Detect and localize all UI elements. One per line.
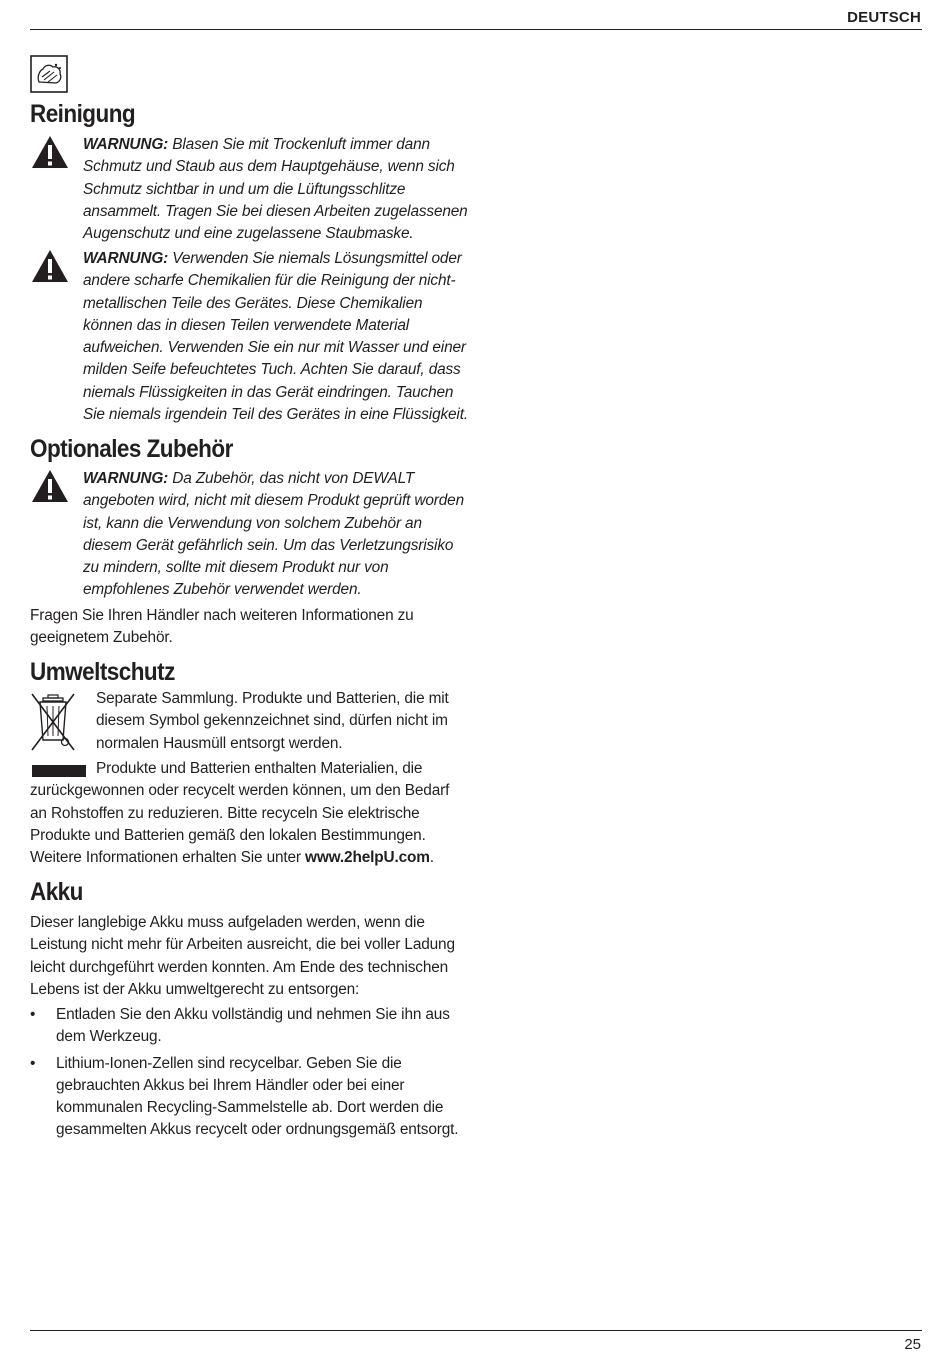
warning-text: [83, 248, 468, 426]
website-link[interactable]: www.2helpU.com: [305, 849, 430, 867]
warning-label: WARNUNG:: [83, 470, 169, 487]
warning-body: Da Zubehör, das nicht von DEWALT angeboten wird, nicht mit diesem Produkt geprüft worden ist, kann die Verwendung von solchem Zubehör an diesem Gerät gefährlich sein. Um das Verletzungsrisiko zu mindern, sollte mit diesem Produkt nur von empfohlenes Zubehör verwendet werden.: [83, 470, 465, 599]
list-item: [30, 1053, 475, 1142]
bullet-icon: •: [30, 1006, 36, 1023]
battery-intro-text: Dieser langlebige Akku muss aufgeladen werden, wenn die Leistung nicht mehr für Arbeiten ausreicht, die bei voller Ladung leicht durchgeführt werden konnten. Am Ende des technischen Lebens ist der Akku umweltgerecht zu entsorgen:: [30, 914, 455, 998]
warning-triangle-icon: [30, 134, 70, 170]
section-title-battery: Akku: [30, 878, 83, 906]
warning-block-cleaning-2: [30, 248, 470, 428]
bullet-icon: •: [30, 1054, 36, 1072]
list-item: [30, 1004, 475, 1049]
warning-triangle-icon: [30, 248, 70, 284]
warning-text: [83, 468, 468, 602]
warning-body: Verwenden Sie niemals Lösungsmittel oder andere scharfe Chemikalien für die Reinigung der nicht-metallischen Teile des Gerätes. Diese Chemikalien können das in diesen Teilen verwendete Material aufweichen. Verwenden Sie ein nur mit Wasser und einer milden Seife befeuchtetes Tuch. Achten Sie darauf, dass niemals Flüssigkeiten in das Gerät eindringen. Tauchen Sie niemals irgendein Teil des Gerätes in eine Flüssigkeit.: [83, 250, 468, 424]
list-item-text: Entladen Sie den Akku vollständig und nehmen Sie ihn aus dem Werkzeug.: [56, 1006, 450, 1046]
warning-text: [83, 134, 468, 245]
warning-block-cleaning-1: [30, 134, 470, 244]
list-item-text: Lithium-Ionen-Zellen sind recycelbar. Geben Sie die gebrauchten Akkus bei Ihrem Händler oder bei einer kommunalen Recycling-Sammelstelle ab. Dort werden die gesammelten Akkus recycelt oder ordnungsgemäß entsorgt.: [56, 1054, 459, 1139]
header-rule: [30, 29, 922, 30]
warning-label: WARNUNG:: [83, 250, 169, 267]
section-title-environment: Umweltschutz: [30, 658, 175, 686]
recycling-period: .: [429, 849, 434, 867]
cleaning-icon: [30, 55, 68, 93]
section-title-accessories: Optionales Zubehör: [30, 435, 233, 463]
section-title-cleaning: Reinigung: [30, 100, 136, 128]
separate-collection-text: Separate Sammlung. Produkte und Batterien, die mit diesem Symbol gekennzeichnet sind, dürfen nicht im normalen Hausmüll entsorgt werden.: [96, 690, 449, 752]
page-number: 25: [904, 1336, 921, 1353]
language-label: DEUTSCH: [847, 9, 921, 26]
footer-rule: [30, 1330, 922, 1331]
warning-triangle-icon: [30, 468, 70, 504]
recycling-text: [30, 758, 470, 869]
warning-body: Blasen Sie mit Trockenluft immer dann Schmutz und Staub aus dem Hauptgehäuse, wenn sich Schmutz sichtbar in und um die Lüftungsschlitze ansammelt. Tragen Sie bei diesen Arbeiten zugelassenen Augenschutz und eine zugelassene Staubmaske.: [83, 136, 468, 243]
accessories-info-text: Fragen Sie Ihren Händler nach weiteren Informationen zu geeignetem Zubehör.: [30, 607, 414, 647]
warning-block-accessories: [30, 468, 470, 602]
warning-label: WARNUNG:: [83, 136, 169, 153]
recycling-body: Produkte und Batterien enthalten Materialien, die zurückgewonnen oder recycelt werden können, um den Bedarf an Rohstoffen zu reduzieren. Bitte recyceln Sie elektrische Produkte und Batterien gemäß den lokalen Bestimmungen. Weitere Informationen erhalten Sie unter: [30, 760, 450, 867]
crossed-out-wheelie-bin-icon: [30, 692, 76, 752]
battery-bullet-list: [30, 1004, 475, 1146]
